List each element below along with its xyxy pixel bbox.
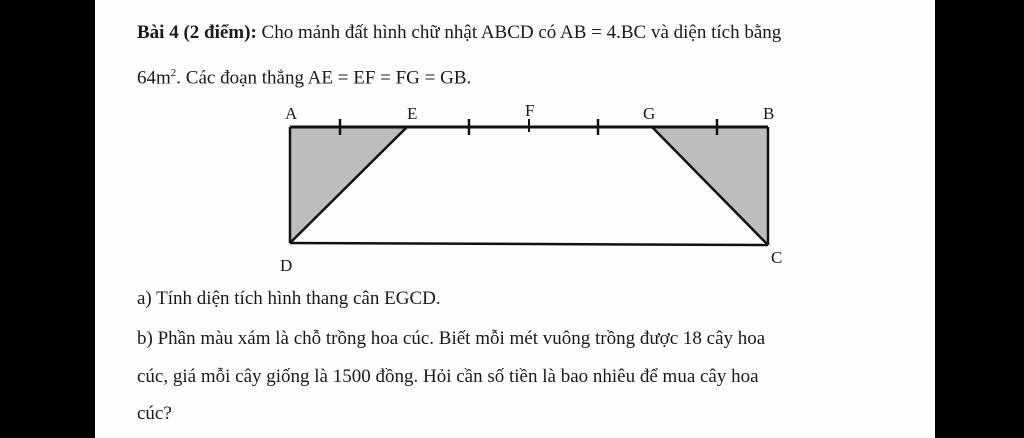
rectangle-figure — [95, 0, 935, 285]
label-d: D — [280, 256, 293, 275]
label-e: E — [407, 104, 418, 123]
area-value: 64m — [137, 67, 171, 89]
problem-statement-1: Cho mảnh đất hình chữ nhật ABCD có AB = 4.BC và diện tích bằng — [256, 22, 782, 43]
label-f: F — [525, 101, 535, 120]
question-b-line-2: cúc, giá mỗi cây giống là 1500 đồng. Hỏi cần số tiền là bao nhiêu để mua cây hoa — [137, 366, 759, 387]
label-g: G — [643, 104, 656, 123]
segment-dc — [290, 243, 768, 245]
problem-statement-2: . Các đoạn thẳng AE = EF = FG = GB. — [176, 67, 472, 89]
question-b-line-1: b) Phần màu xám là chỗ trồng hoa cúc. Biết mỗi mét vuông trồng được 18 cây hoa — [137, 328, 766, 349]
label-c: C — [771, 248, 783, 267]
area-exponent: 2 — [170, 67, 177, 79]
question-a: a) Tính diện tích hình thang cân EGCD. — [137, 288, 441, 309]
worksheet-page — [95, 0, 935, 438]
question-b-line-3: cúc? — [137, 403, 172, 424]
problem-heading: Bài 4 (2 điểm): — [137, 22, 257, 43]
label-a: A — [285, 104, 298, 123]
label-b: B — [763, 104, 775, 123]
